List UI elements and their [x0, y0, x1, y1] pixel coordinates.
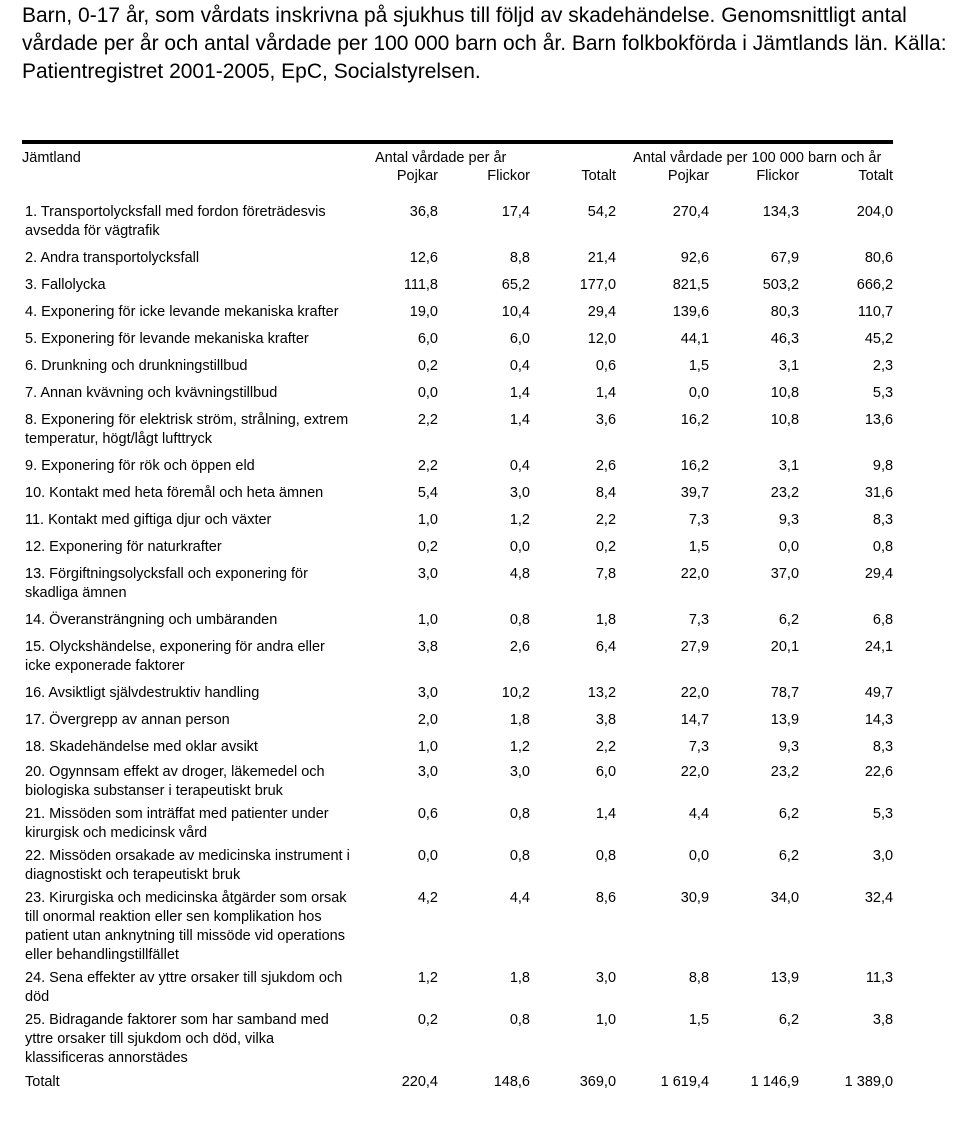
table-cell: 13,2 [587, 685, 617, 701]
table-row [22, 380, 893, 407]
table-cell: 1,4 [509, 412, 530, 428]
column-header: Pojkar [396, 168, 438, 184]
table-cell: 0,2 [417, 539, 438, 555]
group-header-rate: Antal vårdade per 100 000 barn och år [633, 150, 882, 166]
table-cell: 1,5 [688, 1012, 710, 1028]
table-cell: 6,8 [872, 612, 894, 628]
table-cell: 9,8 [872, 458, 894, 474]
table-row [22, 803, 893, 845]
table-cell: 0,8 [509, 806, 530, 822]
table-cell: 0,0 [688, 848, 710, 864]
table-cell: 20,1 [770, 639, 800, 655]
table-row [22, 680, 893, 707]
table-cell: 369,0 [579, 1074, 617, 1090]
table-cell: 0,0 [509, 539, 530, 555]
table-cell: 7,3 [688, 612, 710, 628]
table-cell: 0,0 [417, 385, 438, 401]
row-label: 10. Kontakt med heta föremål och heta ämnen [25, 485, 324, 501]
table-cell: 10,4 [501, 304, 530, 320]
table-cell: 111,8 [403, 277, 438, 293]
table-cell: 7,8 [595, 566, 617, 582]
table-cell: 30,9 [680, 890, 710, 906]
table-cell: 0,8 [595, 848, 617, 864]
table-cell: 1,8 [509, 712, 530, 728]
table-cell: 24,1 [864, 639, 894, 655]
table-cell: 0,0 [778, 539, 800, 555]
table-cell: 67,9 [770, 250, 800, 266]
table-cell: 2,3 [872, 358, 894, 374]
table-cell: 12,0 [587, 331, 617, 347]
table-cell: 821,5 [672, 277, 710, 293]
group-header-count: Antal vårdade per år [375, 150, 507, 166]
table-cell: 23,2 [770, 764, 800, 780]
table-cell: 8,3 [872, 512, 894, 528]
row-label: 24. Sena effekter av yttre orsaker till sjukdom och död [25, 970, 343, 1005]
table-cell: 8,8 [509, 250, 530, 266]
table-cell: 0,0 [417, 848, 438, 864]
table-cell: 92,6 [680, 250, 710, 266]
table-cell: 139,6 [672, 304, 710, 320]
table-cell: 0,0 [688, 385, 710, 401]
table-cell: 0,4 [509, 358, 530, 374]
table-row [22, 761, 893, 803]
table-cell: 1,0 [417, 512, 438, 528]
table-cell: 6,2 [778, 612, 800, 628]
row-label: 18. Skadehändelse med oklar avsikt [25, 739, 258, 755]
table-cell: 8,4 [595, 485, 617, 501]
table-cell: 3,0 [417, 566, 438, 582]
table-cell: 80,6 [864, 250, 894, 266]
table-cell: 503,2 [762, 277, 800, 293]
table-cell: 39,7 [680, 485, 710, 501]
column-header-row [22, 167, 893, 189]
table-cell: 22,0 [680, 685, 710, 701]
table-cell: 2,2 [595, 512, 617, 528]
table-row [22, 245, 893, 272]
table-cell: 13,9 [770, 712, 800, 728]
table-cell: 8,3 [872, 739, 894, 755]
table-cell: 8,8 [688, 970, 710, 986]
table-cell: 0,8 [509, 1012, 530, 1028]
table-cell: 6,0 [417, 331, 438, 347]
table-body [22, 189, 893, 1092]
table-cell: 0,8 [509, 848, 530, 864]
table-cell: 17,4 [501, 204, 530, 220]
table-cell: 1,8 [595, 612, 617, 628]
table-cell: 34,0 [770, 890, 800, 906]
table-cell: 5,3 [872, 385, 894, 401]
table-cell: 22,0 [680, 764, 710, 780]
table-cell: 11,3 [865, 970, 894, 986]
table-cell: 1,4 [595, 385, 617, 401]
table-cell: 29,4 [587, 304, 617, 320]
row-label: 6. Drunkning och drunkningstillbud [25, 358, 248, 374]
table-cell: 1,8 [509, 970, 530, 986]
table-cell: 1,5 [688, 539, 710, 555]
table-cell: 6,2 [778, 848, 800, 864]
table-cell: 10,8 [770, 412, 800, 428]
table-row [22, 272, 893, 299]
row-label: Totalt [25, 1074, 60, 1090]
table-row [22, 607, 893, 634]
table-row [22, 707, 893, 734]
table-row [22, 480, 893, 507]
table-cell: 7,3 [688, 512, 710, 528]
table-cell: 21,4 [587, 250, 617, 266]
table-cell: 3,0 [509, 764, 530, 780]
table-cell: 220,4 [401, 1074, 438, 1090]
table-cell: 36,8 [409, 204, 438, 220]
table-cell: 5,4 [417, 485, 438, 501]
table-cell: 1,2 [509, 739, 530, 755]
table-row [22, 1009, 893, 1070]
table-row [22, 199, 893, 245]
column-header: Totalt [858, 168, 894, 184]
row-label: 7. Annan kvävning och kvävningstillbud [25, 385, 278, 401]
table-cell: 19,0 [409, 304, 438, 320]
table-cell: 4,2 [417, 890, 438, 906]
table-row [22, 534, 893, 561]
table-cell: 29,4 [864, 566, 894, 582]
table-cell: 3,8 [595, 712, 617, 728]
row-label: 21. Missöden som inträffat med patienter under kirurgisk och medicinsk vård [25, 806, 329, 841]
table-cell: 5,3 [872, 806, 894, 822]
row-label: 14. Överansträngning och umbäranden [25, 612, 278, 628]
row-label: 1. Transportolycksfall med fordon företrädesvis avsedda för vägtrafik [25, 204, 326, 239]
table-cell: 49,7 [864, 685, 894, 701]
table-cell: 1,2 [509, 512, 530, 528]
table-cell: 148,6 [493, 1074, 530, 1090]
page-title: Barn, 0-17 år, som vårdats inskrivna på sjukhus till följd av skadehändelse. Genomsnittligt antal vårdade per år och antal vårdade per 100 000 barn och år. Barn folkbokförda i Jämtlands län. Källa: Patientregistret 2001-2005, EpC, Socialstyrelsen. [22, 4, 947, 83]
table-cell: 204,0 [856, 204, 894, 220]
table-cell: 6,0 [509, 331, 530, 347]
table-cell: 2,2 [595, 739, 617, 755]
table-row [22, 407, 893, 453]
table-cell: 44,1 [680, 331, 710, 347]
table-cell: 3,0 [872, 848, 894, 864]
table-cell: 22,6 [864, 764, 894, 780]
row-label: 13. Förgiftningsolycksfall och exponering för skadliga ämnen [25, 566, 308, 601]
table-cell: 3,0 [509, 485, 530, 501]
table-cell: 9,3 [778, 739, 800, 755]
table-cell: 65,2 [501, 277, 530, 293]
table-cell: 0,8 [509, 612, 530, 628]
table-cell: 666,2 [856, 277, 894, 293]
table-cell: 1,5 [688, 358, 710, 374]
table-cell: 16,2 [680, 458, 710, 474]
row-label: 11. Kontakt med giftiga djur och växter [25, 512, 272, 528]
table-cell: 1,2 [417, 970, 438, 986]
column-header: Pojkar [667, 168, 710, 184]
table-cell: 0,2 [595, 539, 617, 555]
table-cell: 2,6 [509, 639, 530, 655]
table-cell: 1 389,0 [844, 1074, 894, 1090]
table-cell: 78,7 [770, 685, 800, 701]
table-cell: 134,3 [762, 204, 800, 220]
table-cell: 3,8 [417, 639, 438, 655]
table-cell: 2,0 [417, 712, 438, 728]
table-cell: 0,8 [872, 539, 894, 555]
table-cell: 0,6 [595, 358, 617, 374]
table-cell: 7,3 [688, 739, 710, 755]
table-cell: 45,2 [864, 331, 894, 347]
table-cell: 3,0 [417, 685, 438, 701]
table-cell: 6,0 [595, 764, 617, 780]
table-row [22, 453, 893, 480]
table-row [22, 507, 893, 534]
table-cell: 0,4 [509, 458, 530, 474]
table-cell: 1,4 [509, 385, 530, 401]
table-row [22, 967, 893, 1009]
table-cell: 3,8 [872, 1012, 894, 1028]
row-label: 12. Exponering för naturkrafter [25, 539, 222, 555]
row-label: 16. Avsiktligt självdestruktiv handling [25, 685, 260, 701]
table-cell: 14,3 [864, 712, 894, 728]
column-header-empty [22, 167, 352, 189]
table-cell: 31,6 [864, 485, 894, 501]
table-row [22, 561, 893, 607]
spacer-row [22, 189, 893, 199]
table-cell: 3,6 [595, 412, 617, 428]
table-row [22, 734, 893, 761]
row-label: 4. Exponering för icke levande mekaniska krafter [25, 304, 339, 320]
table-cell: 80,3 [770, 304, 800, 320]
row-label: 17. Övergrepp av annan person [25, 712, 230, 728]
table-row [22, 634, 893, 680]
table-cell: 8,6 [595, 890, 617, 906]
table-cell: 4,8 [509, 566, 530, 582]
row-label: 8. Exponering för elektrisk ström, strålning, extrem temperatur, högt/lågt lufttryck [25, 412, 349, 447]
table-row [22, 299, 893, 326]
table-cell: 2,2 [417, 458, 438, 474]
table-cell: 1,0 [595, 1012, 617, 1028]
column-header: Totalt [581, 168, 617, 184]
table-cell: 1,4 [595, 806, 617, 822]
table-cell: 10,2 [501, 685, 530, 701]
row-label: 3. Fallolycka [25, 277, 106, 293]
table-cell: 177,0 [579, 277, 617, 293]
table-cell: 10,8 [770, 385, 800, 401]
table-cell: 46,3 [770, 331, 800, 347]
row-label: 2. Andra transportolycksfall [25, 250, 200, 266]
table-cell: 6,2 [778, 1012, 800, 1028]
table-cell: 3,1 [778, 458, 800, 474]
row-label: 5. Exponering för levande mekaniska krafter [25, 331, 309, 347]
table-cell: 110,7 [857, 304, 894, 320]
row-label: 9. Exponering för rök och öppen eld [25, 458, 255, 474]
table-cell: 12,6 [409, 250, 438, 266]
table-cell: 3,1 [778, 358, 800, 374]
table-row [22, 887, 893, 967]
table-cell: 2,6 [595, 458, 617, 474]
table-cell: 1,0 [417, 739, 438, 755]
table-cell: 270,4 [672, 204, 710, 220]
table-row [22, 845, 893, 887]
column-header: Flickor [756, 168, 800, 184]
column-header: Flickor [487, 168, 530, 184]
table-cell: 1 146,9 [750, 1074, 800, 1090]
table-cell: 3,0 [417, 764, 438, 780]
table-cell: 4,4 [688, 806, 710, 822]
table-cell: 54,2 [587, 204, 617, 220]
table-cell: 14,7 [680, 712, 710, 728]
injury-table [22, 146, 893, 1092]
row-label: 15. Olyckshändelse, exponering för andra eller icke exponerade faktorer [25, 639, 325, 674]
table-cell: 0,6 [417, 806, 438, 822]
table-cell: 4,4 [509, 890, 530, 906]
table-cell: 3,0 [595, 970, 617, 986]
table-cell: 37,0 [770, 566, 800, 582]
table-cell: 32,4 [864, 890, 894, 906]
table-cell: 16,2 [680, 412, 710, 428]
row-label: 23. Kirurgiska och medicinska åtgärder som orsak till onormal reaktion eller sen komplikation hos patient utan anknytning till missöde vid operations eller behandlingstillfället [25, 890, 347, 963]
row-label: 25. Bidragande faktorer som har samband med yttre orsaker till sjukdom och död, vilka klassificeras annorstädes [25, 1012, 329, 1066]
table-cell: 2,2 [417, 412, 438, 428]
table-cell: 6,2 [778, 806, 800, 822]
table-cell: 9,3 [778, 512, 800, 528]
table-cell: 13,9 [770, 970, 800, 986]
group-header-row [22, 146, 893, 167]
total-row [22, 1070, 893, 1092]
region-label: Jämtland [22, 150, 81, 166]
table-cell: 6,4 [595, 639, 617, 655]
row-label: 20. Ogynnsam effekt av droger, läkemedel och biologiska substanser i terapeutiskt bruk [25, 764, 325, 799]
header-rule [22, 140, 893, 144]
row-label: 22. Missöden orsakade av medicinska instrument i diagnostiskt och terapeutiskt bruk [25, 848, 350, 883]
table-row [22, 353, 893, 380]
table-cell: 0,2 [417, 358, 438, 374]
table-cell: 27,9 [680, 639, 710, 655]
table-cell: 22,0 [680, 566, 710, 582]
table-cell: 0,2 [417, 1012, 438, 1028]
table-row [22, 326, 893, 353]
table-cell: 1 619,4 [660, 1074, 710, 1090]
table-cell: 23,2 [770, 485, 800, 501]
table-cell: 13,6 [864, 412, 894, 428]
table-cell: 1,0 [417, 612, 438, 628]
